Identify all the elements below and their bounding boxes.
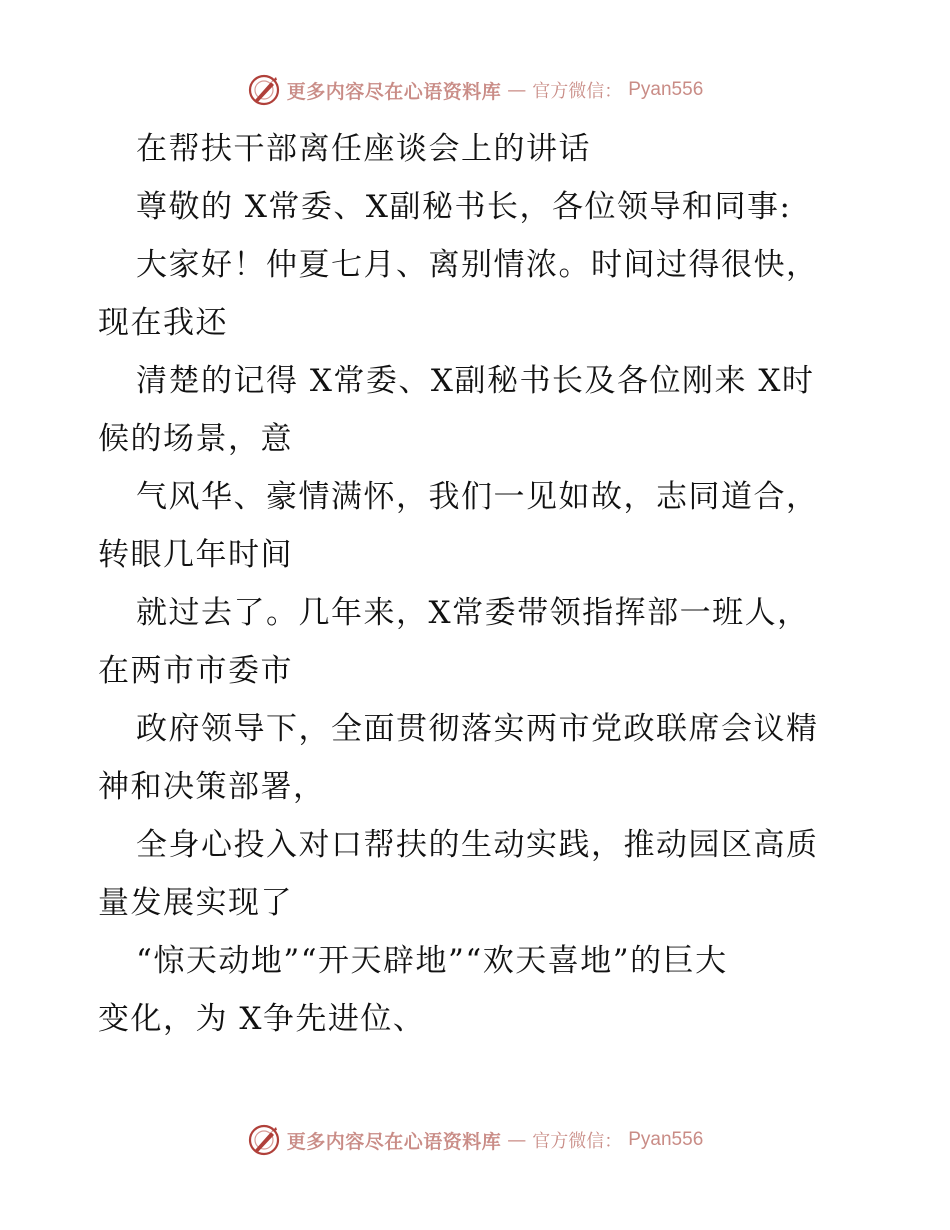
text-line: 大家好！仲夏七月、离别情浓。时间过得很快，	[136, 247, 819, 283]
footer-watermark	[0, 1120, 950, 1160]
text-line: “惊天动地”“开天辟地”“欢天喜地”的巨大	[136, 943, 728, 979]
watermark-group	[247, 1123, 704, 1157]
header-watermark	[0, 70, 950, 110]
text-line: 现在我还	[98, 305, 228, 341]
text-line: 政府领导下，全面贯彻落实两市党政联席会议精	[136, 711, 819, 747]
text-line: 神和决策部署，	[98, 769, 326, 805]
text-line: 候的场景，意	[98, 421, 293, 457]
quill-logo-icon	[247, 73, 281, 107]
watermark-brand: 更多内容尽在心语资料库	[286, 80, 502, 103]
document-body	[98, 120, 858, 1048]
watermark-label: 官方微信：	[532, 81, 623, 102]
text-line: 气风华、豪情满怀，我们一见如故，志同道合，	[136, 479, 819, 515]
watermark-brand: 更多内容尽在心语资料库	[286, 1130, 502, 1153]
text-line: 变化，为 X争先进位、	[98, 1001, 426, 1037]
text-line: 清楚的记得 X常委、X副秘书长及各位刚来 X时	[136, 363, 815, 399]
document-title: 在帮扶干部离任座谈会上的讲话	[136, 131, 591, 167]
text-line: 在两市市委市	[98, 653, 293, 689]
watermark-group	[247, 73, 704, 107]
watermark-dash: —	[507, 1129, 527, 1151]
watermark-wechat-id: Pyan556	[628, 1129, 704, 1150]
text-line: 转眼几年时间	[98, 537, 293, 573]
text-line: 尊敬的 X常委、X副秘书长，各位领导和同事:	[136, 189, 792, 225]
text-line: 就过去了。几年来，X常委带领指挥部一班人，	[136, 595, 810, 631]
watermark-dash: —	[507, 79, 527, 101]
watermark-wechat-id: Pyan556	[628, 79, 704, 100]
watermark-label: 官方微信：	[532, 1131, 623, 1152]
text-line: 全身心投入对口帮扶的生动实践，推动园区高质	[136, 827, 819, 863]
quill-logo-icon	[247, 1123, 281, 1157]
text-line: 量发展实现了	[98, 885, 293, 921]
